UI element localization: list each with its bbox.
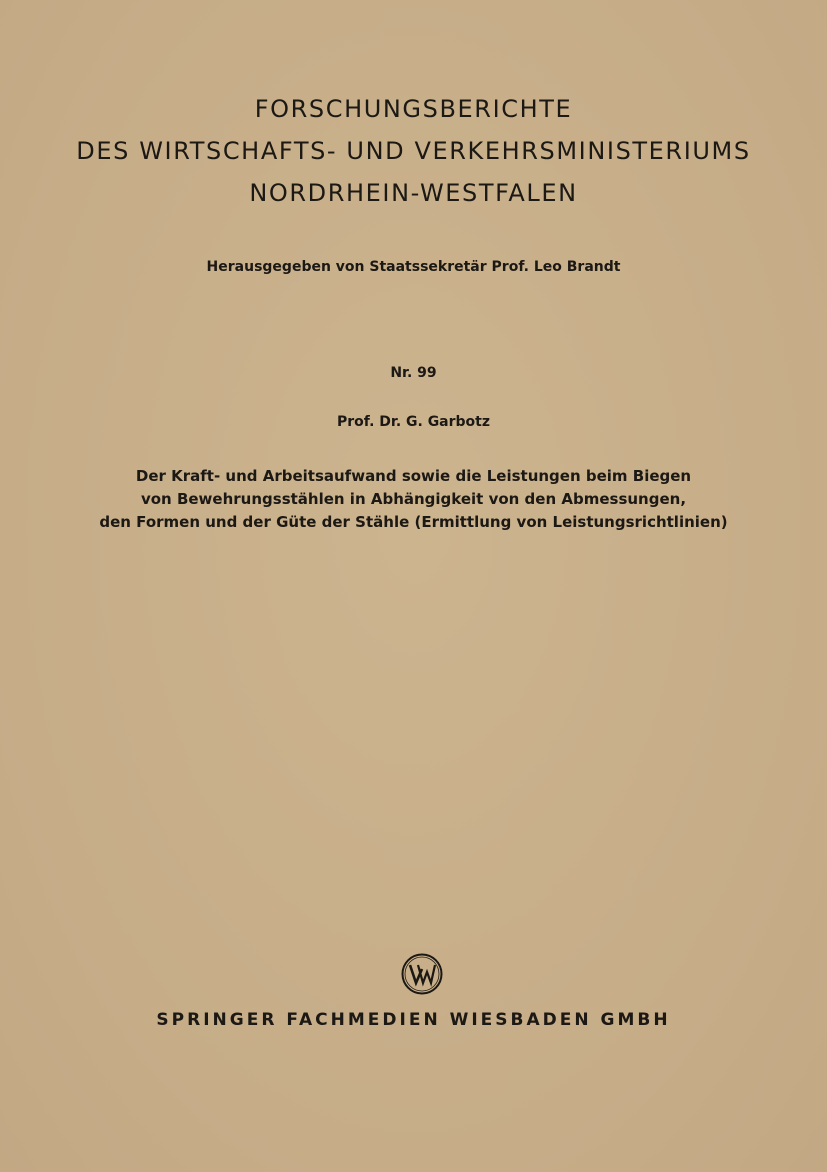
springer-vw-monogram-logo [400,952,444,996]
series-title [0,88,827,214]
editor-line: Herausgegeben von Staatssekretär Prof. Leo Brandt [206,259,621,275]
book-title-line-2: von Bewehrungsstählen in Abhängigkeit von den Abmessungen, [140,490,687,508]
book-title [0,465,827,534]
book-title-line-3: den Formen und der Güte der Stähle (Ermittlung von Leistungsrichtlinien) [99,513,728,531]
series-title-line-2: DES WIRTSCHAFTS- UND VERKEHRSMINISTERIUMS [76,137,751,165]
author-name: Prof. Dr. G. Garbotz [336,414,491,430]
issue-number: Nr. 99 [390,365,437,381]
series-title-line-1: FORSCHUNGSBERICHTE [254,95,573,123]
series-title-line-3: NORDRHEIN-WESTFALEN [249,179,578,207]
book-title-line-1: Der Kraft- und Arbeitsaufwand sowie die Leistungen beim Biegen [135,467,692,485]
publisher-name: SPRINGER FACHMEDIEN WIESBADEN GMBH [156,1010,671,1030]
